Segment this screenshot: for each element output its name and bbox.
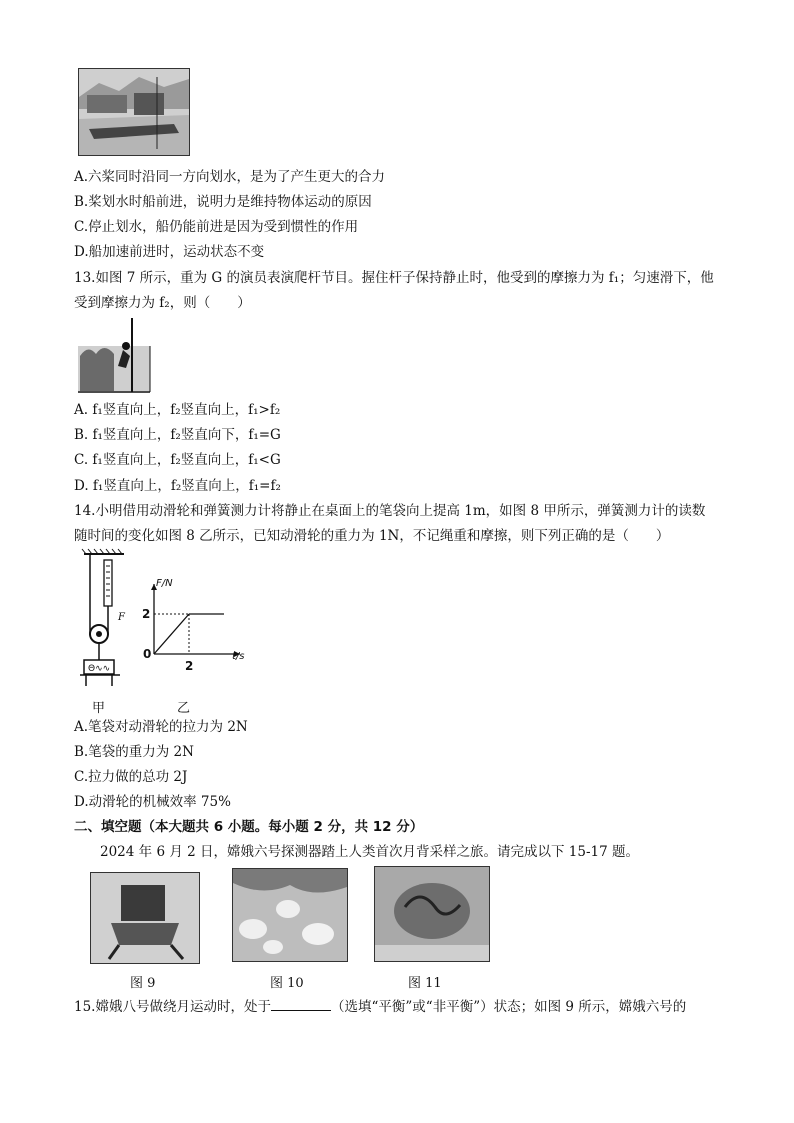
q13-option-c: C. f₁竖直向上，f₂竖直向上，f₁<G [74, 452, 281, 468]
x-axis-label: t/s [232, 651, 245, 662]
section-2-heading: 二、填空题（本大题共 6 小题。每小题 2 分，共 12 分） [74, 819, 424, 835]
figure-11-image [374, 866, 490, 962]
svg-text:Θ∿∿: Θ∿∿ [88, 664, 111, 674]
figure-10-caption: 图 10 [270, 976, 304, 991]
q13-option-a: A. f₁竖直向上，f₂竖直向上，f₁>f₂ [74, 402, 281, 418]
x-tick-label: 2 [185, 659, 194, 673]
q14-option-b: B.笔袋的重力为 2N [74, 744, 194, 760]
force-label: F [118, 612, 125, 623]
q12-option-b: B.桨划水时船前进，说明力是维持物体运动的原因 [74, 194, 372, 210]
figure-8-yi-caption: 乙 [177, 701, 191, 716]
dragon-boat-illustration [79, 69, 189, 155]
figure-9-caption: 图 9 [130, 976, 156, 991]
pole-climber-figure [78, 316, 152, 394]
q15-text-part1: 15.嫦娥八号做绕月运动时，处于 [74, 999, 271, 1015]
q13-stem-line1: 13.如图 7 所示，重为 G 的演员表演爬杆节目。握住杆子保持静止时，他受到的摩擦力为 f₁；匀速滑下，他 [74, 270, 714, 286]
q14-stem-line1: 14.小明借用动滑轮和弹簧测力计将静止在桌面上的笔袋向上提高 1m，如图 8 甲所示，弹簧测力计的读数 [74, 503, 706, 519]
figure-9-image [90, 872, 200, 964]
y-axis-label: F/N [156, 578, 173, 589]
q15-answer-blank[interactable] [271, 996, 331, 1011]
dragon-boat-photo [78, 68, 190, 156]
q12-option-d: D.船加速前进时，运动状态不变 [74, 244, 265, 260]
q13-option-b: B. f₁竖直向上，f₂竖直向下，f₁=G [74, 427, 281, 443]
q14-option-a: A.笔袋对动滑轮的拉力为 2N [74, 719, 248, 735]
force-time-chart [140, 578, 260, 674]
q12-option-c: C.停止划水，船仍能前进是因为受到惯性的作用 [74, 219, 359, 235]
q15-line [74, 996, 686, 1017]
series-segment [154, 614, 189, 654]
q12-option-a: A.六桨同时沿同一方向划水，是为了产生更大的合力 [74, 169, 386, 185]
q14-option-c: C.拉力做的总功 2J [74, 769, 188, 785]
figure-11-caption: 图 11 [408, 976, 442, 991]
q13-stem-line2: 受到摩擦力为 f₂，则（ ） [74, 295, 251, 311]
q14-option-d: D.动滑轮的机械效率 75% [74, 794, 231, 810]
q14-stem-line2: 随时间的变化如图 8 乙所示，已知动滑轮的重力为 1N，不记绳重和摩擦，则下列正确的是（ ） [74, 528, 670, 544]
figure-8-jia-caption: 甲 [92, 701, 106, 716]
q15-text-part2: （选填“平衡”或“非平衡”）状态；如图 9 所示，嫦娥六号的 [330, 999, 687, 1015]
y-tick-label: 2 [142, 607, 151, 621]
figure-10-image [232, 868, 348, 962]
q13-option-d: D. f₁竖直向上，f₂竖直向上，f₁=f₂ [74, 478, 281, 494]
x-tick-label: 0 [143, 647, 152, 661]
section-2-intro: 2024 年 6 月 2 日，嫦娥六号探测器踏上人类首次月背采样之旅。请完成以下 15-17 题。 [100, 844, 639, 860]
